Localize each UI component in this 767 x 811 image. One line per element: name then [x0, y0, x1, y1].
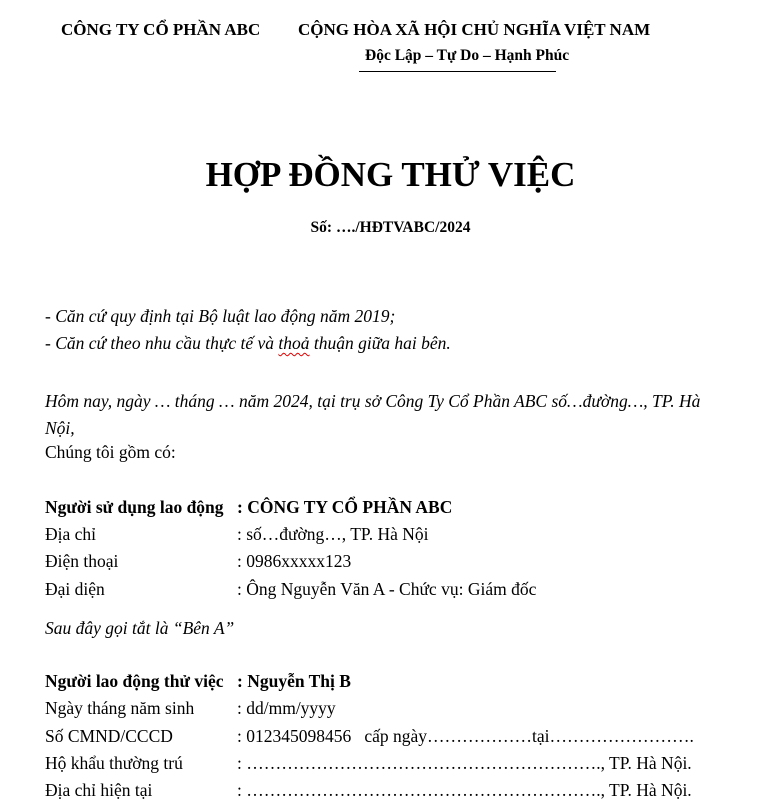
employer-representative-label: Đại diện	[45, 579, 105, 599]
employer-label: Người sử dụng lao động	[45, 497, 224, 517]
document-number: Số: …./HĐTVABC/2024	[310, 219, 471, 236]
basis-line-2-pre: - Căn cứ theo nhu cầu thực tế và	[45, 333, 279, 353]
employer-alias: Sau đây gọi tắt là “Bên A”	[45, 618, 235, 638]
basis-line-2	[45, 333, 451, 354]
employee-residence-value: : ……………………………………………………., TP. Hà Nội.	[237, 753, 692, 773]
employee-id-label: Số CMND/CCCD	[45, 726, 173, 746]
employee-birthdate-label: Ngày tháng năm sinh	[45, 698, 195, 718]
employer-value: : CÔNG TY CỔ PHẦN ABC	[237, 497, 453, 517]
employer-phone-value: : 0986xxxxx123	[237, 551, 352, 571]
employee-value: : Nguyễn Thị B	[237, 671, 351, 691]
employer-phone-label: Điện thoại	[45, 551, 119, 571]
employer-address-value: : số…đường…, TP. Hà Nội	[237, 524, 429, 544]
basis-line-1: - Căn cứ quy định tại Bộ luật lao động năm 2019;	[45, 306, 396, 326]
document-title: HỢP ĐỒNG THỬ VIỆC	[205, 155, 576, 194]
employee-id-value: : 012345098456 cấp ngày………………tại…………………….	[237, 726, 694, 746]
employer-address-label: Địa chỉ	[45, 524, 97, 544]
intro-paragraph: Hôm nay, ngày … tháng … năm 2024, tại trụ sở Công Ty Cổ Phần ABC số…đường…, TP. Hà Nội,	[45, 391, 701, 438]
employee-current-address-value: : ……………………………………………………., TP. Hà Nội.	[237, 780, 692, 800]
company-name: CÔNG TY CỔ PHẦN ABC	[61, 20, 261, 39]
basis-line-2-post: thuận giữa hai bên.	[309, 333, 451, 353]
employee-label: Người lao động thử việc	[45, 671, 224, 691]
national-title: CỘNG HÒA XÃ HỘI CHỦ NGHĨA VIỆT NAM	[298, 20, 651, 39]
motto-underline	[359, 71, 556, 72]
national-motto: Độc Lập – Tự Do – Hạnh Phúc	[365, 47, 570, 64]
employee-residence-label: Hộ khẩu thường trú	[45, 753, 183, 773]
employer-representative-value: : Ông Nguyễn Văn A - Chức vụ: Giám đốc	[237, 579, 537, 599]
spellcheck-marked-word: thoả	[278, 333, 310, 353]
employee-current-address-label: Địa chỉ hiện tại	[45, 780, 153, 800]
employee-birthdate-value: : dd/mm/yyyy	[237, 698, 336, 718]
we-are-line: Chúng tôi gồm có:	[45, 442, 176, 462]
